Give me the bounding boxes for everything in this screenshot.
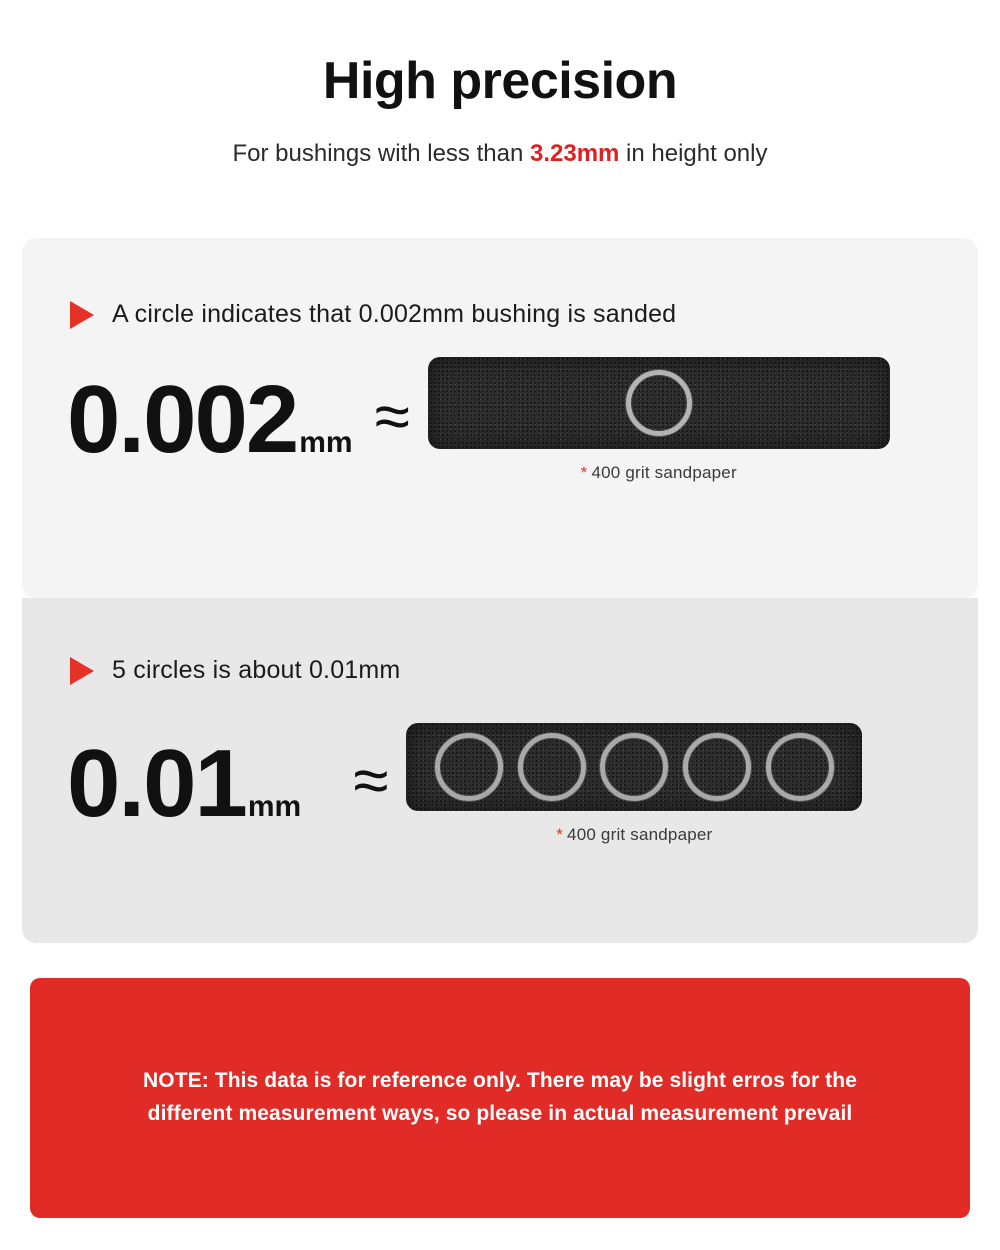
page-title: High precision <box>322 52 678 110</box>
sandpaper-caption-1 <box>406 825 862 845</box>
caption-text-1: 400 grit sandpaper <box>567 825 713 844</box>
note-text: NOTE: This data is for reference only. There may be slight erros for the different measurement ways, so please in actual measurement prevail <box>143 1069 857 1125</box>
measurement-row-1 <box>22 723 978 845</box>
section-heading-text-0: A circle indicates that 0.002mm bushing is sanded <box>112 300 677 328</box>
measurement-row-0 <box>22 357 978 483</box>
note-banner <box>30 978 970 1218</box>
sanded-ring-icon <box>518 733 586 801</box>
subtitle-text-before: For bushings with less than <box>232 139 530 167</box>
measurement-value-block-1 <box>67 730 302 837</box>
subtitle-highlight-value: 3.23mm <box>529 139 620 167</box>
sanded-ring-icon <box>435 733 503 801</box>
section-heading-row-1 <box>22 598 978 685</box>
measurement-value-block-0 <box>67 366 353 473</box>
section-heading-text-1: 5 circles is about 0.01mm <box>112 656 401 684</box>
sanded-ring-icon <box>600 733 668 801</box>
section-panel-0002mm <box>22 238 978 598</box>
section-panel-001mm <box>22 598 978 943</box>
measurement-value-0: 0.002 <box>67 366 298 473</box>
approx-symbol-1: ≈ <box>353 744 389 816</box>
sandpaper-strip-0 <box>428 357 890 449</box>
sandpaper-caption-0 <box>428 463 890 483</box>
measurement-unit-0: mm <box>299 426 353 459</box>
approx-symbol-0: ≈ <box>374 380 410 452</box>
play-triangle-icon <box>70 657 94 685</box>
play-triangle-icon <box>70 301 94 329</box>
sandpaper-illustration-0 <box>428 357 890 483</box>
page-subtitle <box>0 112 1000 168</box>
sandpaper-strip-1 <box>406 723 862 811</box>
caption-star-icon-1: * <box>556 825 564 844</box>
measurement-unit-1: mm <box>247 790 302 823</box>
sanded-ring-icon <box>683 733 751 801</box>
section-heading-row-0 <box>22 238 978 329</box>
caption-text-0: 400 grit sandpaper <box>591 463 737 482</box>
caption-star-icon-0: * <box>580 463 588 482</box>
sanded-ring-icon <box>766 733 834 801</box>
subtitle-text-after: in height only <box>619 139 768 167</box>
sandpaper-illustration-1 <box>406 723 862 845</box>
sanded-ring-icon <box>626 370 692 436</box>
measurement-value-1: 0.01 <box>67 730 246 837</box>
